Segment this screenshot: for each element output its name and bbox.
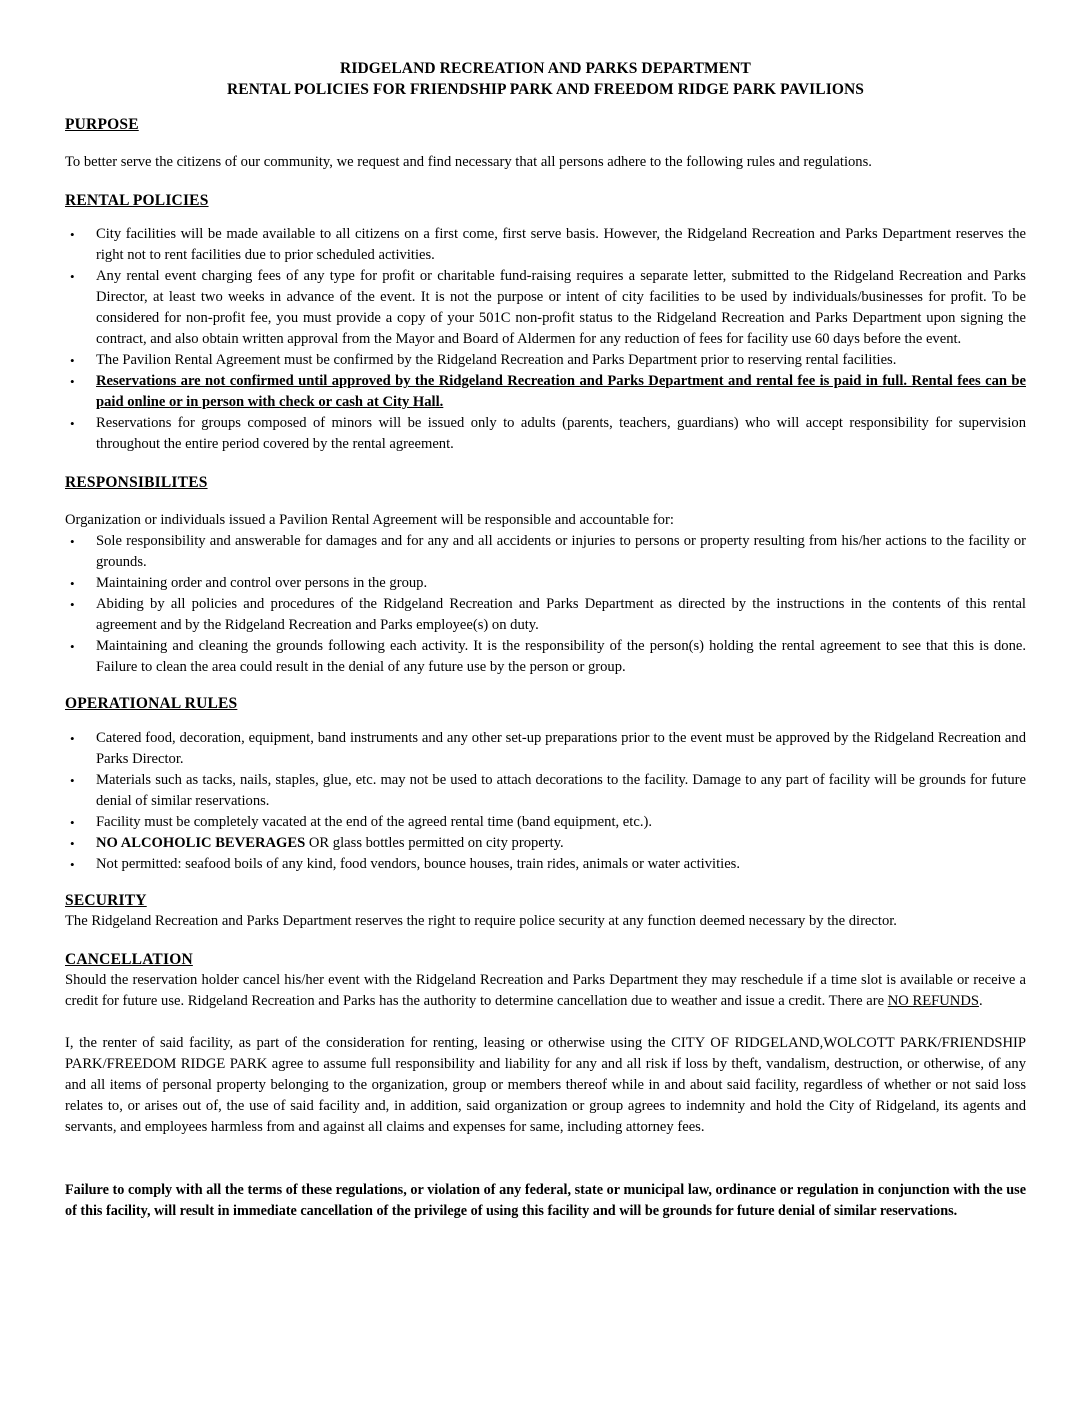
liability-paragraph: I, the renter of said facility, as part of the consideration for renting, leasing or otherwise using the CITY OF RIDGELAND,WOLCOTT PARK/FRIENDSHIP PARK/FREEDOM RIDGE PARK agree to assume full responsibility and liability for any and all risk if loss by theft, vandalism, destruction, or otherwise, of any and all items of personal property belonging to the organization, group or members thereof while in and about said facility, regardless of whether or not said loss relates to, or arises out of, the use of said facility and, in addition, said organization or group agrees to indemnity and hold the City of Ridgeland, its agents and servants, and employees harmless from and against all claims and expenses for same, including attorney fees. bbox=[65, 1035, 1026, 1135]
purpose-body: To better serve the citizens of our community, we request and find necessary that all persons adhere to the following rules and regulations. bbox=[65, 154, 872, 170]
bullet-icon: • bbox=[70, 416, 75, 431]
bullet-text: The Pavilion Rental Agreement must be confirmed by the Ridgeland Recreation and Parks Department prior to reserving rental facilities. bbox=[96, 352, 897, 368]
section-rental-policies bbox=[65, 190, 1026, 455]
bullet-text: Maintaining order and control over persons in the group. bbox=[96, 575, 428, 591]
list-item bbox=[65, 833, 1026, 854]
bullet-icon: • bbox=[70, 836, 75, 851]
list-item bbox=[65, 371, 1026, 413]
list-item bbox=[65, 636, 1026, 678]
bullet-text: Reservations are not confirmed until approved by the Ridgeland Recreation and Parks Department and rental fee is paid in full. Rental fees can be paid online or in person with check or cash at City Hall. bbox=[96, 373, 1026, 410]
section-purpose bbox=[65, 114, 1026, 173]
document-title-line2: RENTAL POLICIES FOR FRIENDSHIP PARK AND FREEDOM RIDGE PARK PAVILIONS bbox=[226, 81, 865, 98]
bullet-text: Catered food, decoration, equipment, band instruments and any other set-up preparations prior to the event must be approved by the Ridgeland Recreation and Parks Director. bbox=[96, 730, 1026, 767]
list-item bbox=[65, 350, 1026, 371]
bullet-icon: • bbox=[70, 857, 75, 872]
bullet-icon: • bbox=[70, 269, 75, 284]
responsibilities-heading: RESPONSIBILITES bbox=[65, 474, 208, 491]
operational-rules-list bbox=[65, 728, 1026, 875]
operational-rules-heading: OPERATIONAL RULES bbox=[65, 695, 238, 712]
purpose-heading: PURPOSE bbox=[65, 116, 139, 133]
bullet-icon: • bbox=[70, 576, 75, 591]
closing-paragraph: Failure to comply with all the terms of these regulations, or violation of any federal, state or municipal law, ordinance or regulation in conjunction with the use of this facility, will result in immediate cancellation of the privilege of using this facility and will be grounds for future denial of similar reservations. bbox=[65, 1182, 1026, 1219]
bullet-bold-text: NO ALCOHOLIC BEVERAGES bbox=[96, 835, 306, 851]
cancellation-heading: CANCELLATION bbox=[65, 951, 193, 968]
bullet-text: Any rental event charging fees of any type for profit or charitable fund-raising requires a separate letter, submitted to the Ridgeland Recreation and Parks Director, at least two weeks in advance of the event. It is not the purpose or intent of city facilities to be used by individuals/businesses for profit. To be considered for non-profit fee, you must provide a copy of your 501C non-profit status to the Ridgeland Recreation and Parks Department upon signing the contract, and also obtain written approval from the Mayor and Board of Aldermen for any reduction of fees for facility use 60 days before the event. bbox=[96, 268, 1026, 347]
section-cancellation bbox=[65, 949, 1026, 1012]
section-operational-rules bbox=[65, 693, 1026, 875]
bullet-text: Not permitted: seafood boils of any kind, food vendors, bounce houses, train rides, animals or water activities. bbox=[96, 856, 740, 872]
bullet-icon: • bbox=[70, 773, 75, 788]
bullet-icon: • bbox=[70, 815, 75, 830]
cancellation-body bbox=[65, 970, 1026, 1012]
list-item bbox=[65, 531, 1026, 573]
list-item bbox=[65, 224, 1026, 266]
security-heading: SECURITY bbox=[65, 892, 147, 909]
list-item bbox=[65, 266, 1026, 350]
bullet-text: Abiding by all policies and procedures of the Ridgeland Recreation and Parks Department as directed by the instructions in the contents of this rental agreement and by the Ridgeland Recreation and Parks employee(s) on duty. bbox=[96, 596, 1026, 633]
bullet-text: City facilities will be made available to all citizens on a first come, first serve basis. However, the Ridgeland Recreation and Parks Department reserves the right not to rent facilities due to prior scheduled activities. bbox=[96, 226, 1026, 263]
bullet-text: Facility must be completely vacated at the end of the agreed rental time (band equipment, etc.). bbox=[96, 814, 652, 830]
section-responsibilities bbox=[65, 472, 1026, 678]
list-item bbox=[65, 812, 1026, 833]
section-security bbox=[65, 890, 1026, 932]
rental-policies-heading: RENTAL POLICIES bbox=[65, 192, 209, 209]
list-item bbox=[65, 413, 1026, 455]
rental-policies-list bbox=[65, 224, 1026, 455]
document-header bbox=[65, 58, 1026, 100]
list-item bbox=[65, 594, 1026, 636]
cancellation-text-before: Should the reservation holder cancel his/her event with the Ridgeland Recreation and Parks Department they may reschedule if a time slot is available or receive a credit for future use. Ridgeland Recreation and Parks has the authority to determine cancellation due to weather and issue a credit. There are bbox=[65, 972, 1026, 1009]
list-item bbox=[65, 573, 1026, 594]
list-item bbox=[65, 770, 1026, 812]
document-title-line1: RIDGELAND RECREATION AND PARKS DEPARTMENT bbox=[340, 60, 751, 77]
list-item bbox=[65, 728, 1026, 770]
security-body: The Ridgeland Recreation and Parks Department reserves the right to require police security at any function deemed necessary by the director. bbox=[65, 913, 897, 929]
no-refunds-text: NO REFUNDS bbox=[887, 993, 979, 1009]
bullet-icon: • bbox=[70, 374, 75, 389]
bullet-text: Sole responsibility and answerable for damages and for any and all accidents or injuries to persons or property resulting from his/her actions to the facility or grounds. bbox=[96, 533, 1026, 570]
list-item bbox=[65, 854, 1026, 875]
bullet-icon: • bbox=[70, 597, 75, 612]
bullet-text bbox=[96, 835, 564, 851]
responsibilities-list bbox=[65, 531, 1026, 678]
bullet-rest-text: OR glass bottles permitted on city property. bbox=[305, 835, 564, 851]
bullet-icon: • bbox=[70, 639, 75, 654]
bullet-text: Materials such as tacks, nails, staples, glue, etc. may not be used to attach decorations to the facility. Damage to any part of facility will be grounds for future denial of similar reservations. bbox=[96, 772, 1026, 809]
bullet-icon: • bbox=[70, 353, 75, 368]
bullet-icon: • bbox=[70, 731, 75, 746]
cancellation-text-after: . bbox=[978, 993, 983, 1009]
bullet-text: Reservations for groups composed of minors will be issued only to adults (parents, teachers, guardians) who will accept responsibility for supervision throughout the entire period covered by the rental agreement. bbox=[96, 415, 1026, 452]
bullet-text: Maintaining and cleaning the grounds following each activity. It is the responsibility of the person(s) holding the rental agreement to see that this is done. Failure to clean the area could result in the denial of any future use by the person or group. bbox=[96, 638, 1026, 675]
responsibilities-intro: Organization or individuals issued a Pavilion Rental Agreement will be responsible and accountable for: bbox=[65, 512, 674, 528]
bullet-icon: • bbox=[70, 227, 75, 242]
bullet-icon: • bbox=[70, 534, 75, 549]
